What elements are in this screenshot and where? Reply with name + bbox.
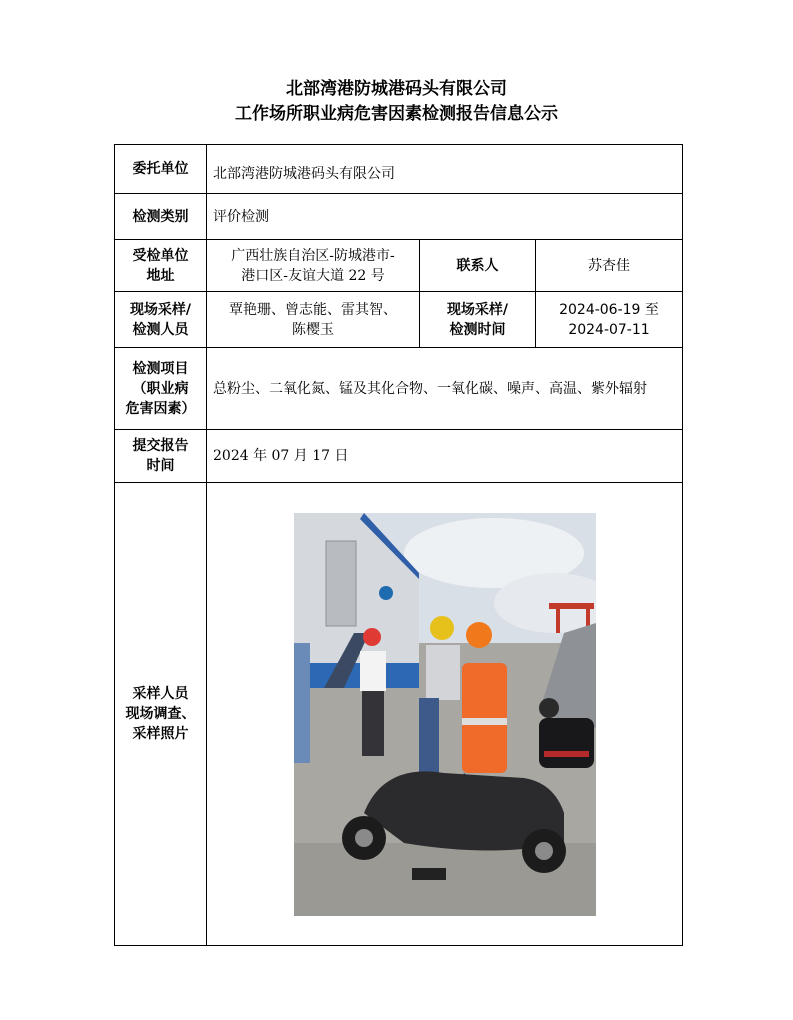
personnel-label xyxy=(115,292,207,348)
row-items xyxy=(115,348,683,430)
personnel-value-line1: 覃艳珊、曾志能、雷其智、 xyxy=(229,301,397,318)
contact-value: 苏杏佳 xyxy=(536,240,683,292)
sampling-time-label-line2: 检测时间 xyxy=(449,321,506,338)
photo-cell xyxy=(207,483,683,946)
submit-value: 2024 年 07 月 17 日 xyxy=(207,430,683,483)
site-photo-illustration xyxy=(294,513,596,916)
address-label-line1: 受检单位 xyxy=(132,247,189,264)
row-client xyxy=(115,145,683,194)
sampling-time-start: 2024-06-19 至 xyxy=(559,301,659,318)
client-value: 北部湾港防城港码头有限公司 xyxy=(207,145,683,194)
personnel-label-line2: 检测人员 xyxy=(132,321,189,338)
items-label-line2: （职业病 xyxy=(132,380,189,397)
personnel-label-line1: 现场采样/ xyxy=(129,301,192,318)
photo-label-line2: 现场调查、 xyxy=(125,706,196,722)
row-category xyxy=(115,194,683,240)
items-value: 总粉尘、二氧化氮、锰及其化合物、一氧化碳、噪声、高温、紫外辐射 xyxy=(207,348,683,430)
page-subtitle: 工作场所职业病危害因素检测报告信息公示 xyxy=(235,104,558,124)
photo-label-line1: 采样人员 xyxy=(132,686,189,702)
sampling-time-end: 2024-07-11 xyxy=(568,321,650,338)
contact-label: 联系人 xyxy=(420,240,536,292)
photo-label xyxy=(115,483,207,946)
address-label-line2: 地址 xyxy=(146,267,175,284)
row-address xyxy=(115,240,683,292)
submit-label xyxy=(115,430,207,483)
category-label: 检测类别 xyxy=(115,194,207,240)
items-label-line3: 危害因素） xyxy=(125,400,196,417)
address-value xyxy=(207,240,420,292)
personnel-value xyxy=(207,292,420,348)
sampling-time-label-line1: 现场采样/ xyxy=(446,301,509,318)
row-personnel xyxy=(115,292,683,348)
sampling-time-value xyxy=(536,292,683,348)
address-value-line2: 港口区-友谊大道 22 号 xyxy=(241,267,385,284)
client-label: 委托单位 xyxy=(115,145,207,194)
submit-label-line2: 时间 xyxy=(146,458,175,474)
items-label-line1: 检测项目 xyxy=(132,360,189,377)
personnel-value-line2: 陈樱玉 xyxy=(292,321,334,338)
items-label xyxy=(115,348,207,430)
address-label xyxy=(115,240,207,292)
site-photo xyxy=(294,513,596,916)
row-photo xyxy=(115,483,683,946)
submit-label-line1: 提交报告 xyxy=(132,438,189,454)
sampling-time-label xyxy=(420,292,536,348)
address-value-line1: 广西壮族自治区-防城港市- xyxy=(231,247,395,264)
photo-label-line3: 采样照片 xyxy=(132,726,189,742)
page-title: 北部湾港防城港码头有限公司 xyxy=(286,79,507,99)
info-table xyxy=(114,144,683,946)
row-submit xyxy=(115,430,683,483)
category-value: 评价检测 xyxy=(207,194,683,240)
